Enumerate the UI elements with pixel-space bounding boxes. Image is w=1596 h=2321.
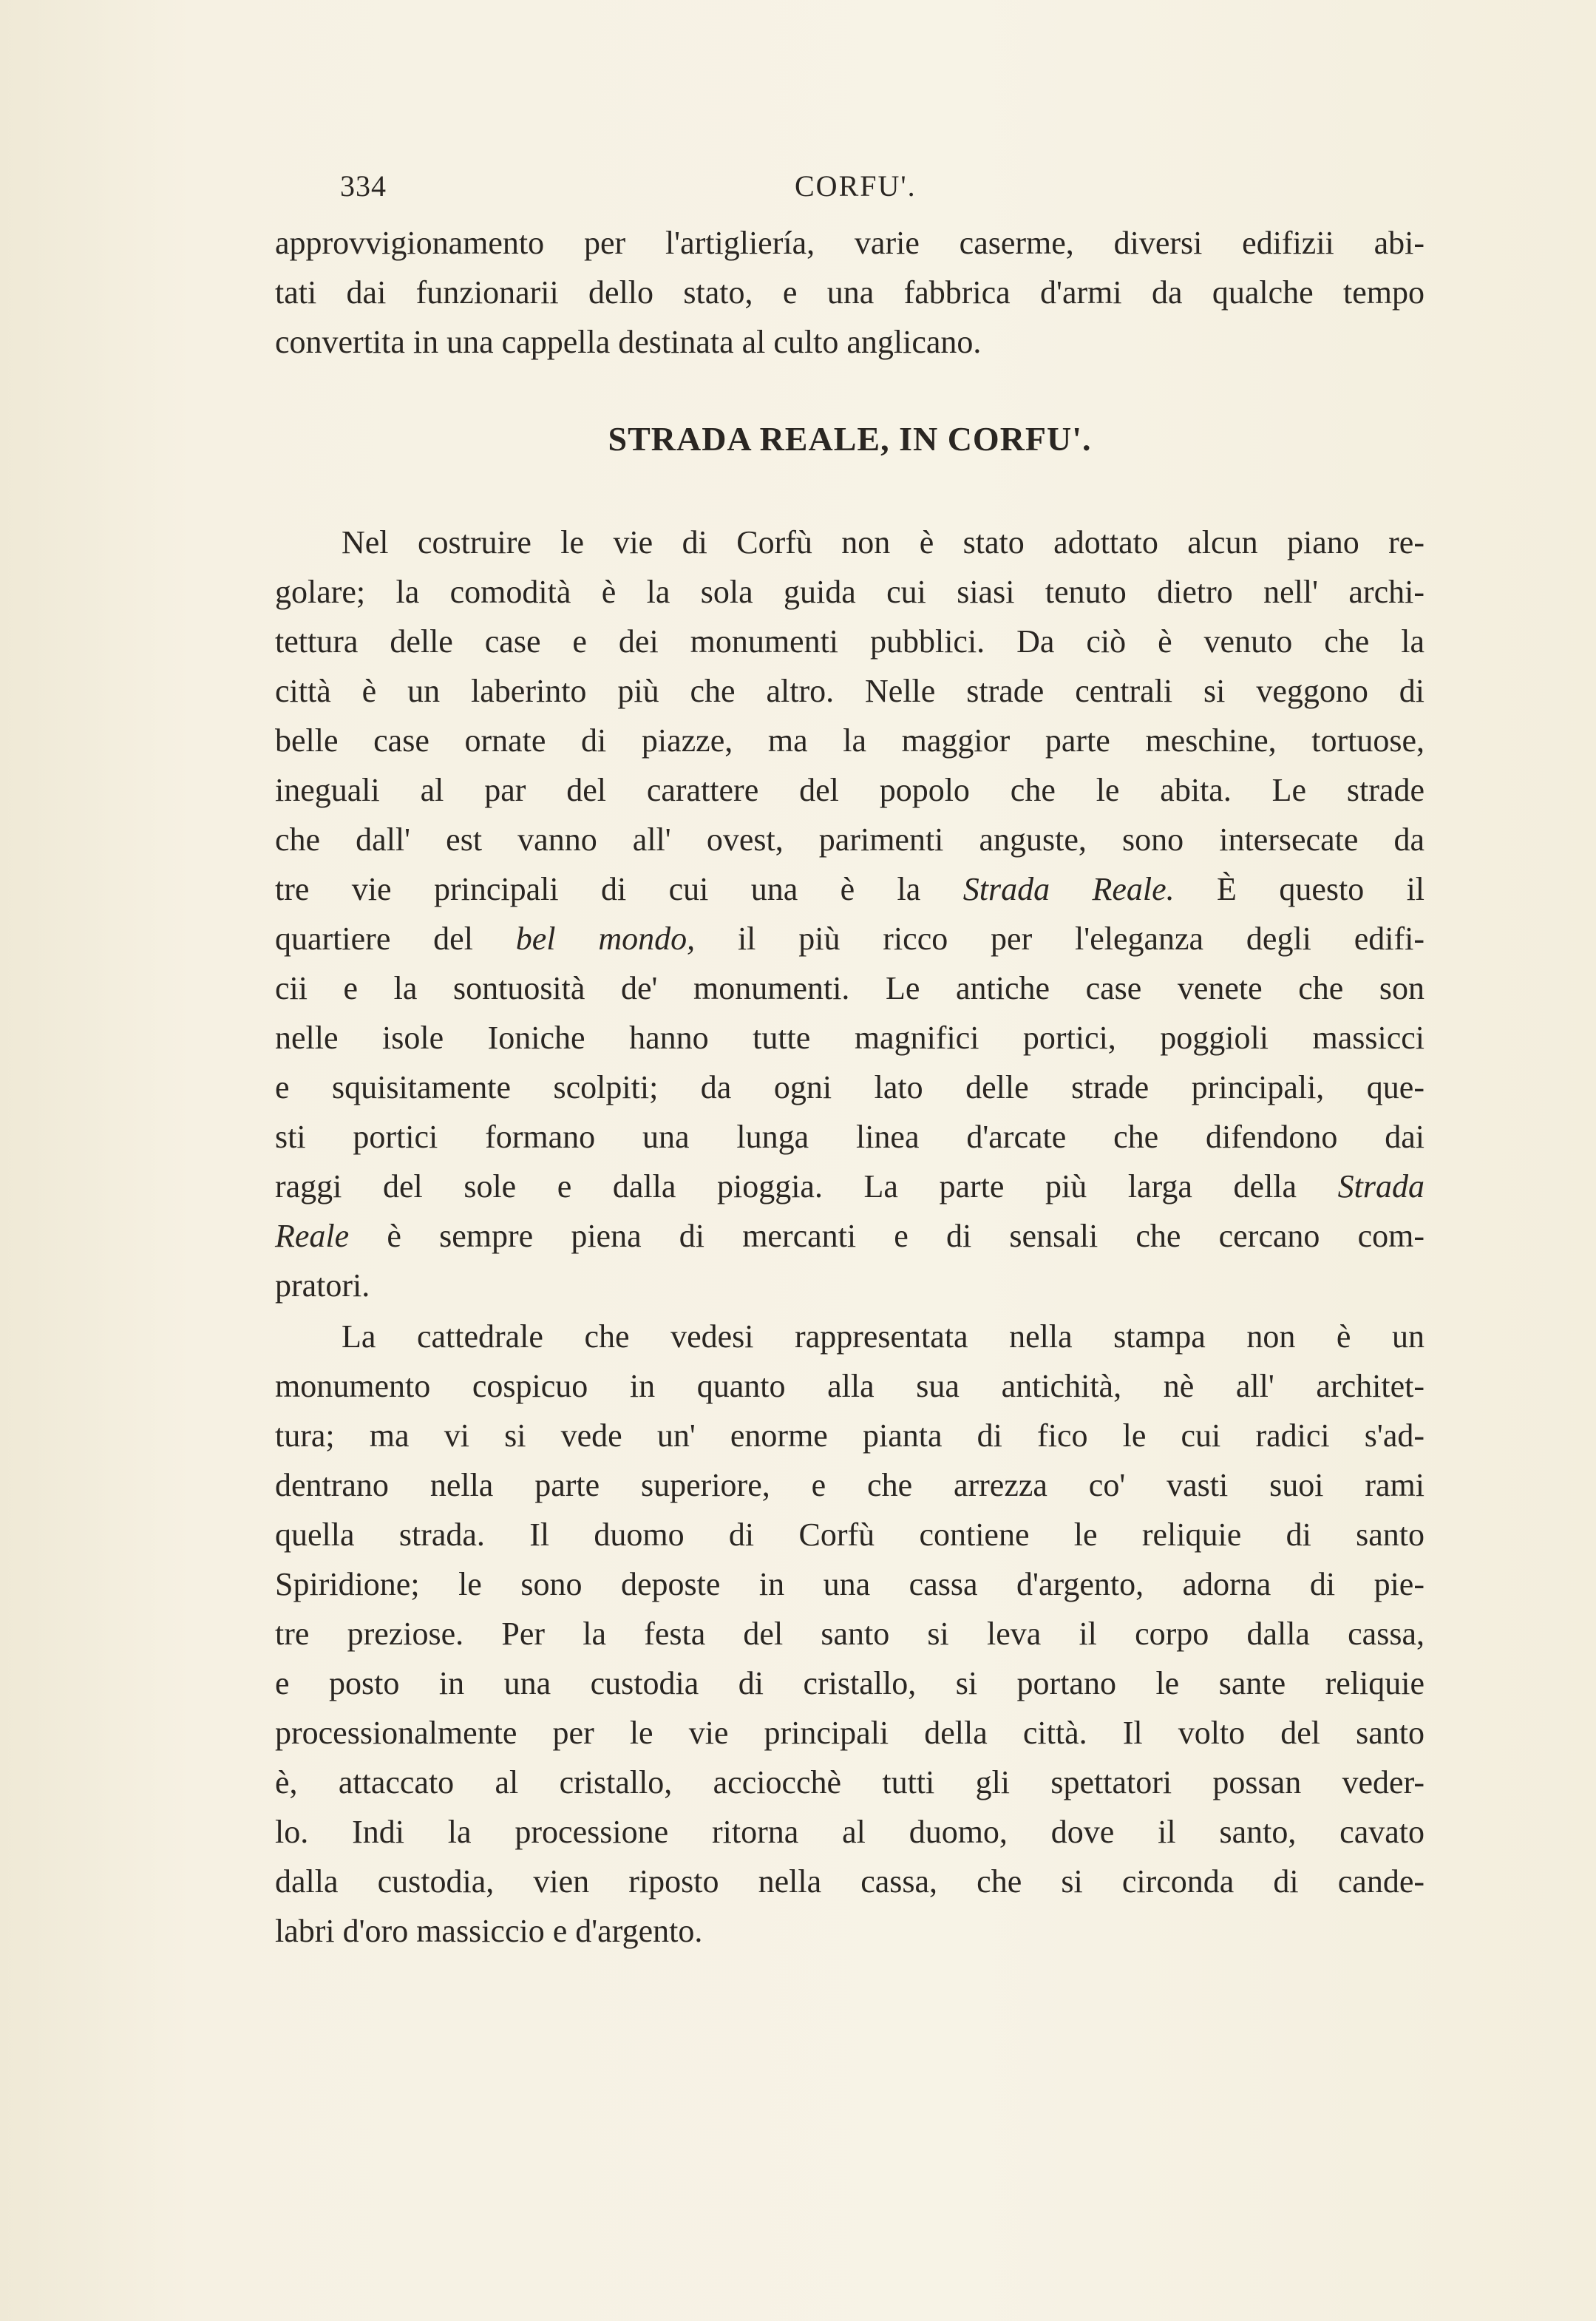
section-title: STRADA REALE, IN CORFU'.: [608, 420, 1092, 458]
text-line: cii e la sontuosità de' monumenti. Le antiche case venete che son: [275, 970, 1424, 1006]
page-number: 334: [340, 169, 387, 203]
text-fragment: È questo il: [1217, 871, 1425, 907]
text-line: e posto in una custodia di cristallo, si portano le sante reliquie: [275, 1665, 1424, 1701]
text-line: approvvigionamento per l'artigliería, varie caserme, diversi edifizii abi-: [275, 225, 1424, 261]
text-line: golare; la comodità è la sola guida cui siasi tenuto dietro nell' archi-: [275, 574, 1424, 610]
text-line: lo. Indi la processione ritorna al duomo, dove il santo, cavato: [275, 1814, 1424, 1850]
text-fragment: il più ricco per l'eleganza degli edifi-: [737, 921, 1424, 957]
text-line: Spiridione; le sono deposte in una cassa d'argento, adorna di pie-: [275, 1566, 1424, 1602]
text-line: tettura delle case e dei monumenti pubblici. Da ciò è venuto che la: [275, 623, 1424, 660]
text-line: quella strada. Il duomo di Corfù contiene le reliquie di santo: [275, 1517, 1424, 1553]
italic-term: Reale: [275, 1218, 350, 1254]
continuation-paragraph: [275, 218, 1424, 367]
text-fragment: tre vie principali di cui una è la: [275, 871, 921, 907]
text-line: sti portici formano una lunga linea d'arcate che difendono dai: [275, 1119, 1424, 1155]
text-fragment: quartiere del: [275, 921, 473, 957]
text-line: [275, 864, 1424, 914]
text-line: tre preziose. Per la festa del santo si leva il corpo dalla cassa,: [275, 1616, 1424, 1652]
text-line: ineguali al par del carattere del popolo che le abita. Le strade: [275, 772, 1424, 808]
text-line: dalla custodia, vien riposto nella cassa, che si circonda di cande-: [275, 1863, 1424, 1900]
text-line: monumento cospicuo in quanto alla sua antichità, nè all' architet-: [275, 1368, 1424, 1404]
text-line: convertita in una cappella destinata al culto anglicano.: [275, 324, 982, 360]
text-line: dentrano nella parte superiore, e che arrezza co' vasti suoi rami: [275, 1467, 1424, 1503]
paragraph-strada-reale: [275, 518, 1424, 1310]
text-line: nelle isole Ioniche hanno tutte magnifici portici, poggioli massicci: [275, 1020, 1424, 1056]
text-line: è, attaccato al cristallo, acciocchè tutti gli spettatori possan veder-: [275, 1764, 1424, 1800]
text-line: Nel costruire le vie di Corfù non è stato adottato alcun piano re-: [342, 524, 1424, 560]
running-head: CORFU'.: [795, 169, 917, 203]
text-line: città è un laberinto più che altro. Nelle strade centrali si veggono di: [275, 673, 1424, 709]
text-line: tati dai funzionarii dello stato, e una fabbrica d'armi da qualche tempo: [275, 274, 1424, 311]
text-fragment: raggi del sole e dalla pioggia. La parte più larga della: [275, 1168, 1297, 1204]
text-line: labri d'oro massiccio e d'argento.: [275, 1913, 703, 1949]
text-line: [275, 914, 1424, 963]
italic-term: Strada: [1337, 1168, 1424, 1204]
text-line: belle case ornate di piazze, ma la maggior parte meschine, tortuose,: [275, 722, 1424, 759]
page-header: [340, 169, 1442, 213]
paragraph-cattedrale: [275, 1312, 1424, 1956]
italic-term: bel mondo,: [515, 921, 696, 957]
text-line: [275, 1211, 1424, 1261]
text-line: e squisitamente scolpiti; da ogni lato delle strade principali, que-: [275, 1069, 1424, 1105]
text-line: che dall' est vanno all' ovest, parimenti anguste, sono intersecate da: [275, 821, 1424, 858]
text-line: processionalmente per le vie principali della città. Il volto del santo: [275, 1715, 1424, 1751]
text-fragment: è sempre piena di mercanti e di sensali che cercano com-: [387, 1218, 1424, 1254]
italic-term: Strada Reale.: [962, 871, 1175, 907]
text-line: La cattedrale che vedesi rappresentata nella stampa non è un: [342, 1318, 1424, 1355]
text-line: [275, 1162, 1424, 1211]
text-line: pratori.: [275, 1267, 370, 1304]
text-line: tura; ma vi si vede un' enorme pianta di fico le cui radici s'ad-: [275, 1417, 1424, 1454]
